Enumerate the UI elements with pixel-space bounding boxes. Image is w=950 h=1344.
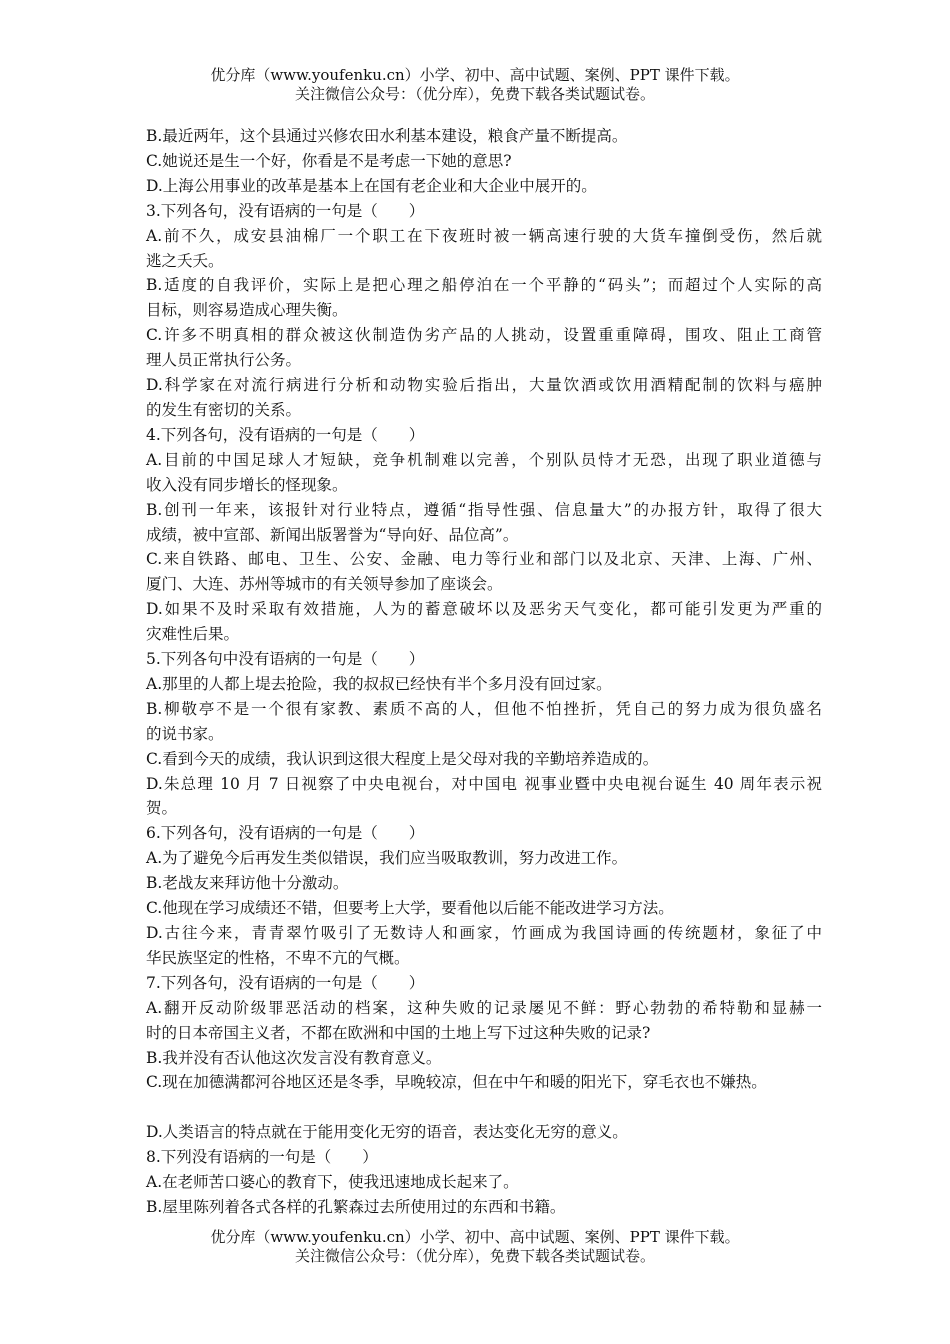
text-line: A.翻开反动阶级罪恶活动的档案，这种失败的记录屡见不鲜：野心勃勃的希特勒和显赫一 [146, 998, 822, 1017]
text-line: C.来自铁路、邮电、卫生、公安、金融、电力等行业和部门以及北京、天津、上海、广州、 [146, 550, 822, 569]
text-line: B.柳敬亭不是一个很有家教、素质不高的人，但他不怕挫折，凭自己的努力成为很负盛名 [146, 699, 822, 718]
text-line: A.目前的中国足球人才短缺，竞争机制难以完善，个别队员恃才无恐，出现了职业道德与 [146, 450, 822, 469]
header-line-2: 关注微信公众号：（优分库），免费下载各类试题试卷。 [294, 85, 655, 103]
text-line: 时的日本帝国主义者，不都在欧洲和中国的土地上写下过这种失败的记录? [146, 1023, 651, 1042]
footer-line-2: 关注微信公众号：（优分库），免费下载各类试题试卷。 [294, 1247, 655, 1265]
text-line: B.老战友来拜访他十分激动。 [146, 874, 349, 893]
text-line: B.屋里陈列着各式各样的孔繁森过去所使用过的东西和书籍。 [146, 1197, 566, 1216]
text-line: 贺。 [146, 799, 178, 818]
text-line: C.许多不明真相的群众被这伙制造伪劣产品的人挑动，设置重重障碍，围攻、阻止工商管 [146, 326, 822, 345]
blank-line [146, 1095, 822, 1120]
text-line: 逃之夭夭。 [146, 251, 224, 270]
text-line: D.科学家在对流行病进行分析和动物实验后指出，大量饮酒或饮用酒精配制的饮料与癌肿 [146, 376, 822, 395]
text-line: D.如果不及时采取有效措施，人为的蓄意破坏以及恶劣天气变化，都可能引发更为严重的 [146, 600, 822, 619]
text-line: 收入没有同步增长的怪现象。 [146, 475, 348, 494]
text-line: C.他现在学习成绩还不错，但要考上大学，要看他以后能不能改进学习方法。 [146, 899, 674, 918]
text-line: B.适度的自我评价，实际上是把心理之船停泊在一个平静的“码头”；而超过个人实际的高 [146, 276, 822, 295]
text-line: 理人员正常执行公务。 [146, 351, 302, 370]
text-line: 目标，则容易造成心理失衡。 [146, 301, 348, 320]
text-line: A.那里的人都上堤去抢险，我的叔叔已经快有半个多月没有回过家。 [146, 674, 612, 693]
text-line: 8.下列没有语病的一句是（ ） [146, 1148, 378, 1167]
text-line: A.前不久，成安县油棉厂一个职工在下夜班时被一辆高速行驶的大货车撞倒受伤，然后就 [146, 226, 822, 245]
text-line: 4.下列各句，没有语病的一句是（ ） [146, 425, 425, 444]
text-line: 灾难性后果。 [146, 625, 240, 644]
text-line: C.现在加德满都河谷地区还是冬季，早晚较凉，但在中午和暖的阳光下，穿毛衣也不嫌热。 [146, 1073, 767, 1092]
text-line: 华民族坚定的性格，不卑不亢的气概。 [146, 948, 410, 967]
text-line: 厦门、大连、苏州等城市的有关领导参加了座谈会。 [146, 575, 503, 594]
text-line: 6.下列各句，没有语病的一句是（ ） [146, 824, 425, 843]
text-line: 5.下列各句中没有语病的一句是（ ） [146, 650, 425, 669]
page-footer [0, 1228, 950, 1266]
text-line: D.朱总理 10 月 7 日视察了中央电视台，对中国电 视事业暨中央电视台诞生 40 周年表示祝 [146, 774, 822, 793]
text-line: B.最近两年，这个县通过兴修农田水利基本建设，粮食产量不断提高。 [146, 127, 628, 145]
footer-line-1: 优分库（www.youfenku.cn）小学、初中、高中试题、案例、PPT 课件下载。 [210, 1228, 740, 1246]
text-line: 7.下列各句，没有语病的一句是（ ） [146, 973, 425, 992]
text-line: D.上海公用事业的改革是基本上在国有老企业和大企业中展开的。 [146, 176, 597, 195]
text-line: A.为了避免今后再发生类似错误，我们应当吸取教训，努力改进工作。 [146, 849, 628, 868]
text-line: 的说书家。 [146, 724, 224, 743]
header-line-1: 优分库（www.youfenku.cn）小学、初中、高中试题、案例、PPT 课件下载。 [210, 66, 740, 84]
text-line: B.我并没有否认他这次发言没有教育意义。 [146, 1048, 442, 1067]
text-line: 3.下列各句，没有语病的一句是（ ） [146, 201, 425, 220]
text-line: C.看到今天的成绩，我认识到这很大程度上是父母对我的辛勤培养造成的。 [146, 749, 659, 768]
page-header [0, 66, 950, 104]
text-line: C.她说还是生一个好，你看是不是考虑一下她的意思? [146, 151, 512, 170]
text-line: 成绩，被中宣部、新闻出版署誉为“导向好、品位高”。 [146, 525, 519, 544]
document-body [146, 124, 822, 1220]
text-line: D.人类语言的特点就在于能用变化无穷的语音，表达变化无穷的意义。 [146, 1123, 628, 1142]
text-line: 的发生有密切的关系。 [146, 400, 302, 419]
text-line: A.在老师苦口婆心的教育下，使我迅速地成长起来了。 [146, 1173, 519, 1192]
text-line: B.创刊一年来，该报针对行业特点，遵循“指导性强、信息量大”的办报方针，取得了很大 [146, 500, 822, 519]
text-line: D.古往今来，青青翠竹吸引了无数诗人和画家，竹画成为我国诗画的传统题材，象征了中 [146, 924, 822, 942]
